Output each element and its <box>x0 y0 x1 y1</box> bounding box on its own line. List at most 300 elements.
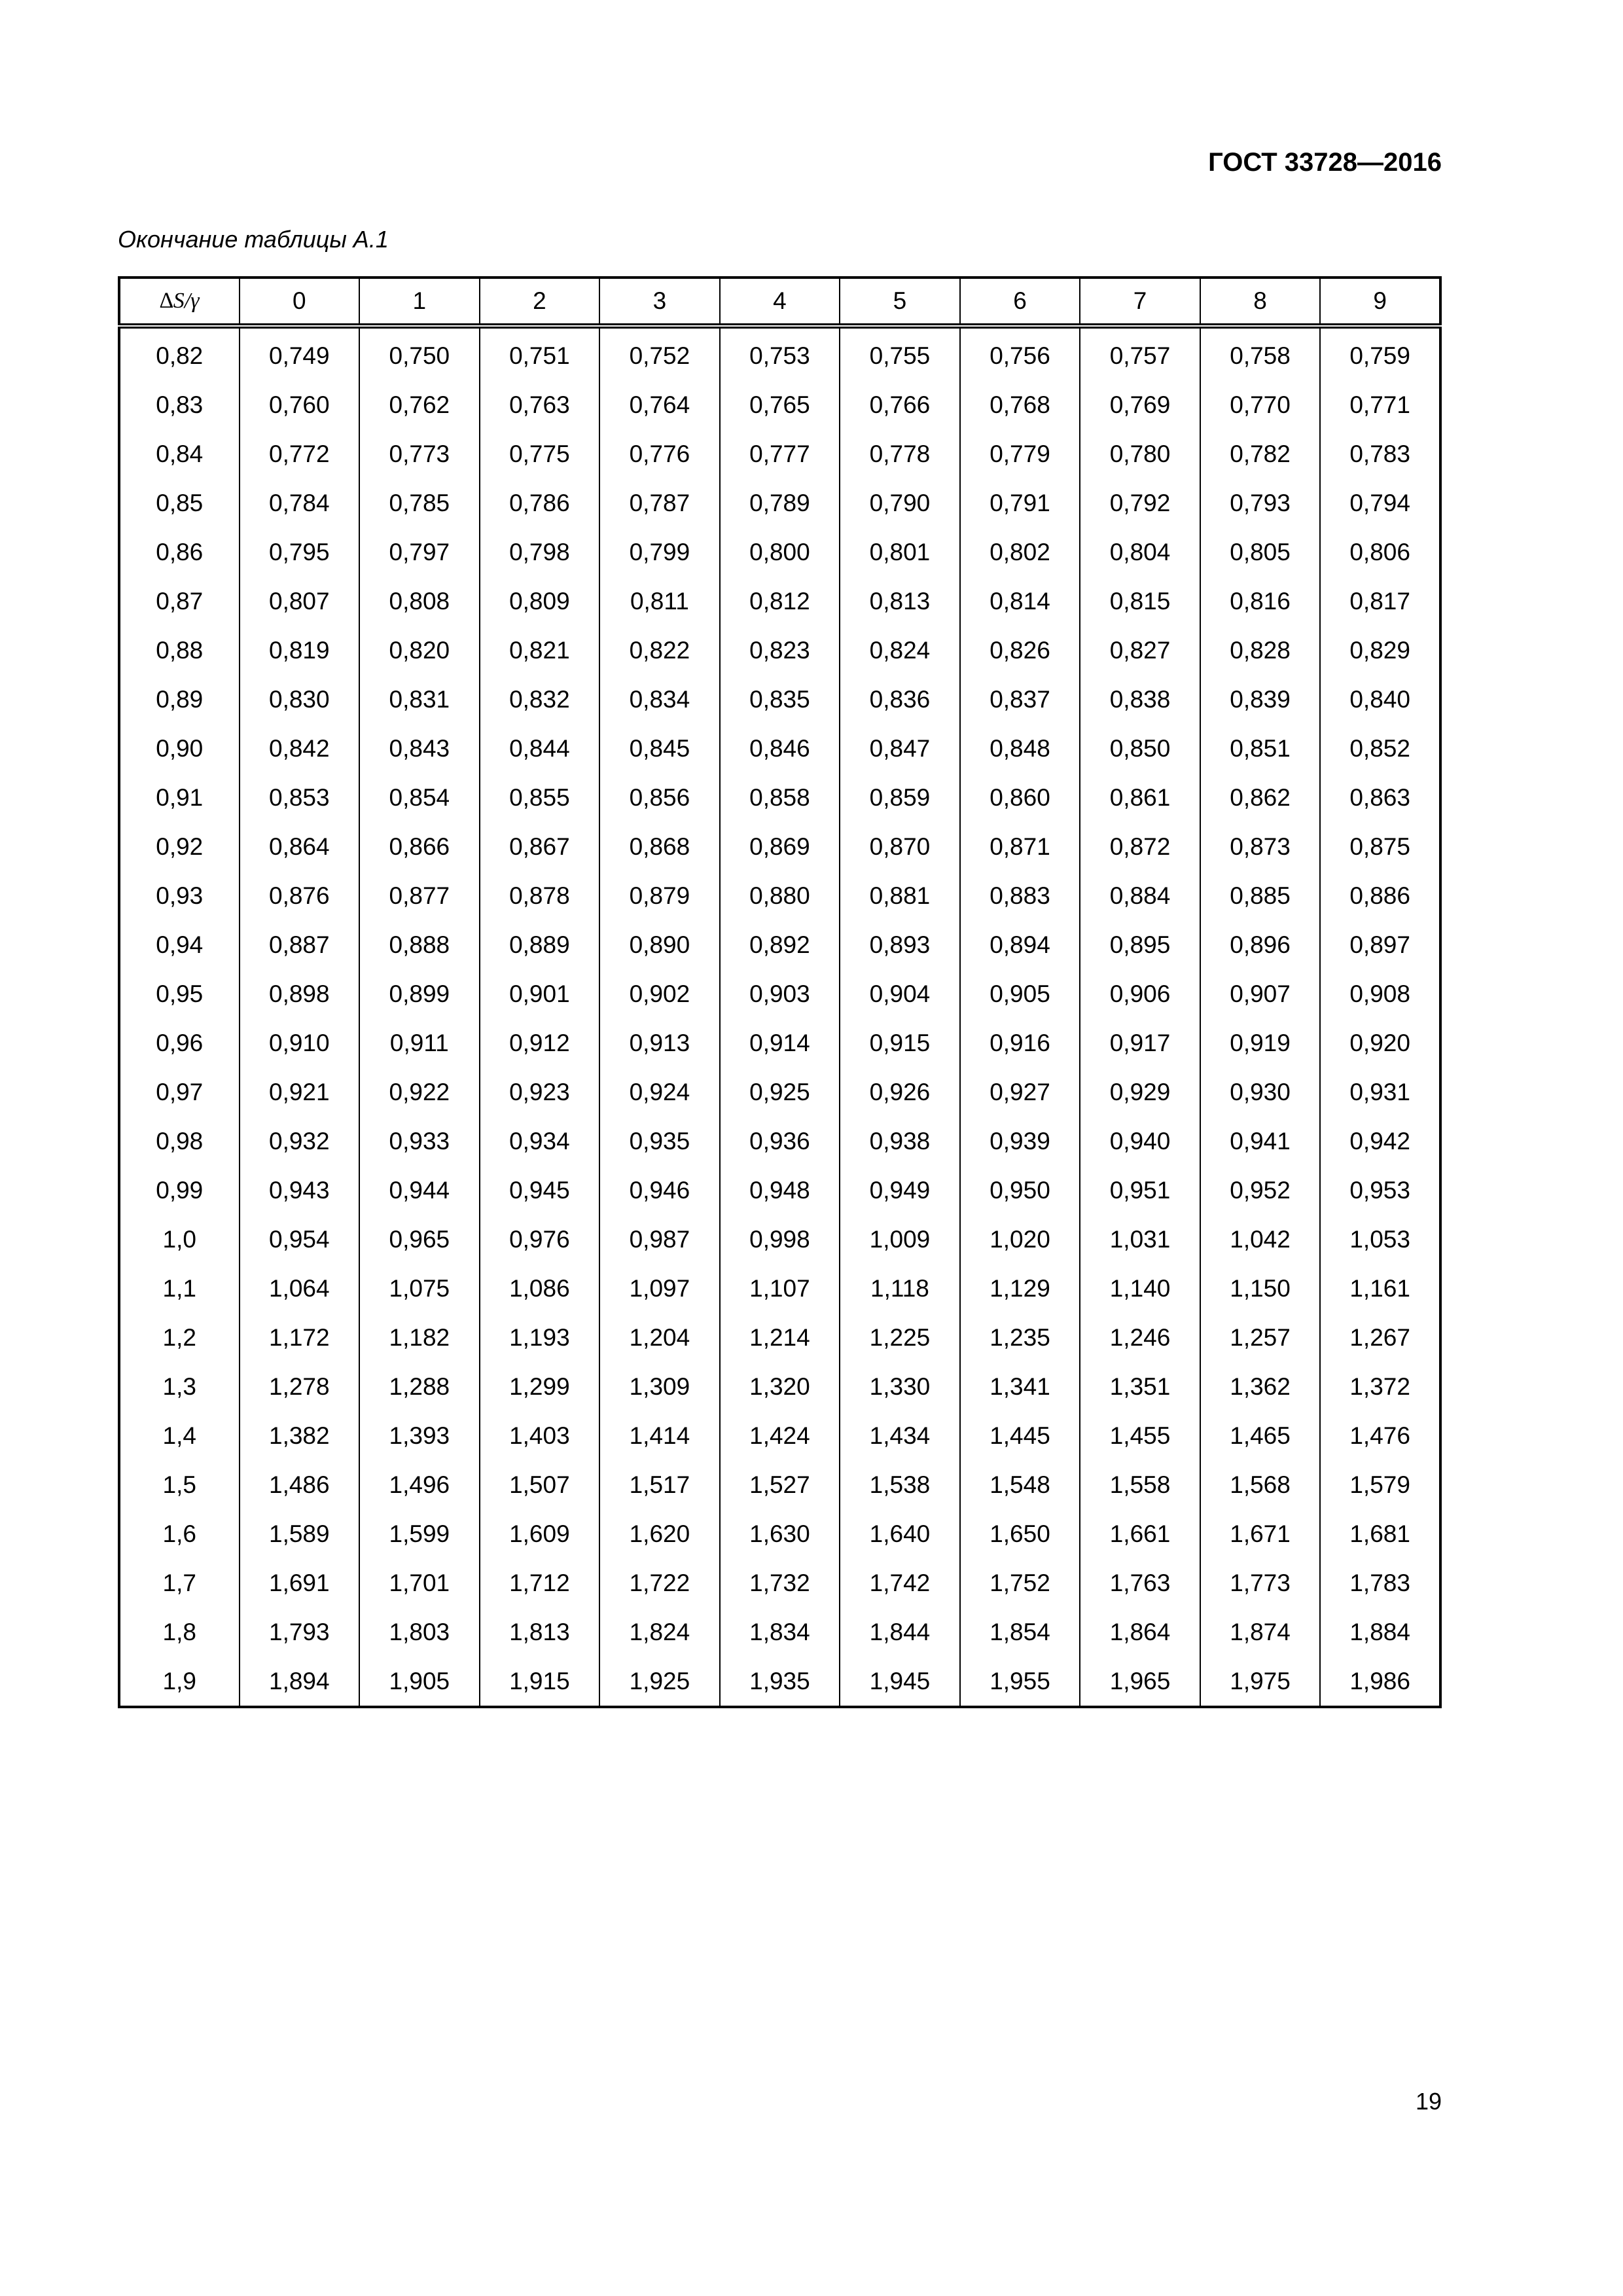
value-cell: 1,351 <box>1080 1362 1200 1411</box>
value-cell: 0,850 <box>1080 724 1200 773</box>
value-cell: 1,278 <box>240 1362 360 1411</box>
table-row <box>119 871 1440 920</box>
value-cell: 0,752 <box>599 326 720 380</box>
value-cell: 1,732 <box>720 1558 840 1607</box>
value-cell: 0,954 <box>240 1215 360 1264</box>
value-cell: 0,936 <box>720 1117 840 1166</box>
value-cell: 0,808 <box>359 577 480 626</box>
value-cell: 1,042 <box>1200 1215 1321 1264</box>
value-cell: 0,944 <box>359 1166 480 1215</box>
row-label-cell: 0,86 <box>156 538 204 565</box>
value-cell: 0,755 <box>840 326 960 380</box>
table-row <box>119 920 1440 969</box>
value-cell: 1,320 <box>720 1362 840 1411</box>
value-cell: 0,914 <box>720 1018 840 1067</box>
value-cell: 1,558 <box>1080 1460 1200 1509</box>
column-header-2: 2 <box>480 278 600 326</box>
table-row <box>119 478 1440 528</box>
table-row <box>119 675 1440 724</box>
value-cell: 0,797 <box>359 528 480 577</box>
value-cell: 1,824 <box>599 1607 720 1657</box>
value-cell: 1,341 <box>960 1362 1080 1411</box>
value-cell: 0,812 <box>720 577 840 626</box>
value-cell: 1,854 <box>960 1607 1080 1657</box>
value-cell: 1,568 <box>1200 1460 1321 1509</box>
value-cell: 0,932 <box>240 1117 360 1166</box>
value-cell: 0,929 <box>1080 1067 1200 1117</box>
value-cell: 1,182 <box>359 1313 480 1362</box>
value-cell: 0,782 <box>1200 429 1321 478</box>
value-cell: 1,793 <box>240 1607 360 1657</box>
value-cell: 0,844 <box>480 724 600 773</box>
value-cell: 0,848 <box>960 724 1080 773</box>
value-cell: 0,885 <box>1200 871 1321 920</box>
row-label-cell: 0,82 <box>156 342 204 369</box>
value-cell: 0,890 <box>599 920 720 969</box>
value-cell: 0,784 <box>240 478 360 528</box>
value-cell: 1,905 <box>359 1657 480 1707</box>
value-cell: 1,309 <box>599 1362 720 1411</box>
value-cell: 0,831 <box>359 675 480 724</box>
value-cell: 0,765 <box>720 380 840 429</box>
value-cell: 1,935 <box>720 1657 840 1707</box>
column-header-8: 8 <box>1200 278 1321 326</box>
value-cell: 0,925 <box>720 1067 840 1117</box>
table-row <box>119 528 1440 577</box>
value-cell: 0,916 <box>960 1018 1080 1067</box>
value-cell: 0,919 <box>1200 1018 1321 1067</box>
value-cell: 0,795 <box>240 528 360 577</box>
value-cell: 0,757 <box>1080 326 1200 380</box>
value-cell: 0,897 <box>1320 920 1440 969</box>
value-cell: 0,935 <box>599 1117 720 1166</box>
column-header-4: 4 <box>720 278 840 326</box>
value-cell: 0,899 <box>359 969 480 1018</box>
value-cell: 0,869 <box>720 822 840 871</box>
value-cell: 0,845 <box>599 724 720 773</box>
value-cell: 1,945 <box>840 1657 960 1707</box>
value-cell: 0,987 <box>599 1215 720 1264</box>
document-id: ГОСТ 33728—2016 <box>1208 148 1442 177</box>
value-cell: 1,246 <box>1080 1313 1200 1362</box>
value-cell: 1,986 <box>1320 1657 1440 1707</box>
value-cell: 0,813 <box>840 577 960 626</box>
table-row <box>119 1411 1440 1460</box>
value-cell: 1,701 <box>359 1558 480 1607</box>
row-label-cell: 0,93 <box>156 882 204 909</box>
value-cell: 0,906 <box>1080 969 1200 1018</box>
value-cell: 1,086 <box>480 1264 600 1313</box>
value-cell: 0,859 <box>840 773 960 822</box>
value-cell: 1,579 <box>1320 1460 1440 1509</box>
row-label-cell: 0,88 <box>156 636 204 664</box>
value-cell: 0,771 <box>1320 380 1440 429</box>
row-label-cell: 1,7 <box>162 1569 196 1596</box>
table-row <box>119 822 1440 871</box>
value-cell: 0,749 <box>240 326 360 380</box>
value-cell: 0,873 <box>1200 822 1321 871</box>
value-cell: 0,952 <box>1200 1166 1321 1215</box>
table-row <box>119 1558 1440 1607</box>
value-cell: 1,975 <box>1200 1657 1321 1707</box>
value-cell: 1,742 <box>840 1558 960 1607</box>
value-cell: 0,792 <box>1080 478 1200 528</box>
value-cell: 0,861 <box>1080 773 1200 822</box>
value-cell: 1,527 <box>720 1460 840 1509</box>
value-cell: 0,907 <box>1200 969 1321 1018</box>
value-cell: 0,917 <box>1080 1018 1200 1067</box>
value-cell: 0,911 <box>359 1018 480 1067</box>
value-cell: 0,923 <box>480 1067 600 1117</box>
value-cell: 0,756 <box>960 326 1080 380</box>
table-row <box>119 1607 1440 1657</box>
value-cell: 0,791 <box>960 478 1080 528</box>
value-cell: 1,445 <box>960 1411 1080 1460</box>
value-cell: 0,846 <box>720 724 840 773</box>
value-cell: 1,299 <box>480 1362 600 1411</box>
value-cell: 0,843 <box>359 724 480 773</box>
row-label-cell: 0,98 <box>156 1127 204 1155</box>
value-cell: 0,816 <box>1200 577 1321 626</box>
value-cell: 1,803 <box>359 1607 480 1657</box>
row-label-cell: 1,3 <box>162 1372 196 1400</box>
table-body <box>119 326 1440 1707</box>
table-row <box>119 724 1440 773</box>
value-cell: 0,793 <box>1200 478 1321 528</box>
value-cell: 0,786 <box>480 478 600 528</box>
value-cell: 0,930 <box>1200 1067 1321 1117</box>
table-row <box>119 1166 1440 1215</box>
value-cell: 0,871 <box>960 822 1080 871</box>
value-cell: 0,839 <box>1200 675 1321 724</box>
value-cell: 1,075 <box>359 1264 480 1313</box>
value-cell: 0,807 <box>240 577 360 626</box>
table-row <box>119 969 1440 1018</box>
value-cell: 0,892 <box>720 920 840 969</box>
value-cell: 0,769 <box>1080 380 1200 429</box>
value-cell: 1,129 <box>960 1264 1080 1313</box>
row-label-cell: 1,8 <box>162 1618 196 1645</box>
value-cell: 0,948 <box>720 1166 840 1215</box>
value-cell: 1,874 <box>1200 1607 1321 1657</box>
value-cell: 0,933 <box>359 1117 480 1166</box>
value-cell: 0,830 <box>240 675 360 724</box>
value-cell: 0,777 <box>720 429 840 478</box>
value-cell: 1,599 <box>359 1509 480 1558</box>
value-cell: 1,424 <box>720 1411 840 1460</box>
value-cell: 1,965 <box>1080 1657 1200 1707</box>
value-cell: 0,826 <box>960 626 1080 675</box>
table-row <box>119 1117 1440 1166</box>
value-cell: 1,107 <box>720 1264 840 1313</box>
value-cell: 0,809 <box>480 577 600 626</box>
value-cell: 0,939 <box>960 1117 1080 1166</box>
value-cell: 0,851 <box>1200 724 1321 773</box>
value-cell: 1,140 <box>1080 1264 1200 1313</box>
value-cell: 1,393 <box>359 1411 480 1460</box>
value-cell: 0,910 <box>240 1018 360 1067</box>
value-cell: 0,802 <box>960 528 1080 577</box>
value-cell: 0,750 <box>359 326 480 380</box>
value-cell: 1,053 <box>1320 1215 1440 1264</box>
value-cell: 0,835 <box>720 675 840 724</box>
value-cell: 0,780 <box>1080 429 1200 478</box>
value-cell: 0,903 <box>720 969 840 1018</box>
value-cell: 0,880 <box>720 871 840 920</box>
value-cell: 0,764 <box>599 380 720 429</box>
value-cell: 0,895 <box>1080 920 1200 969</box>
value-cell: 1,288 <box>359 1362 480 1411</box>
value-cell: 1,465 <box>1200 1411 1321 1460</box>
row-label-cell: 0,90 <box>156 734 204 762</box>
value-cell: 0,760 <box>240 380 360 429</box>
value-cell: 1,864 <box>1080 1607 1200 1657</box>
value-cell: 0,879 <box>599 871 720 920</box>
column-header-3: 3 <box>599 278 720 326</box>
value-cell: 0,794 <box>1320 478 1440 528</box>
value-cell: 0,763 <box>480 380 600 429</box>
value-cell: 0,931 <box>1320 1067 1440 1117</box>
value-cell: 1,681 <box>1320 1509 1440 1558</box>
value-cell: 0,787 <box>599 478 720 528</box>
value-cell: 0,840 <box>1320 675 1440 724</box>
value-cell: 0,828 <box>1200 626 1321 675</box>
value-cell: 0,896 <box>1200 920 1321 969</box>
value-cell: 0,920 <box>1320 1018 1440 1067</box>
row-label-cell: 0,89 <box>156 685 204 713</box>
value-cell: 1,172 <box>240 1313 360 1362</box>
row-label-cell: 1,2 <box>162 1323 196 1351</box>
value-cell: 0,924 <box>599 1067 720 1117</box>
row-label-cell: 0,83 <box>156 391 204 418</box>
value-cell: 0,938 <box>840 1117 960 1166</box>
value-cell: 0,953 <box>1320 1166 1440 1215</box>
value-cell: 1,496 <box>359 1460 480 1509</box>
value-cell: 1,538 <box>840 1460 960 1509</box>
value-cell: 1,434 <box>840 1411 960 1460</box>
value-cell: 0,915 <box>840 1018 960 1067</box>
value-cell: 0,913 <box>599 1018 720 1067</box>
table-row <box>119 429 1440 478</box>
value-cell: 1,609 <box>480 1509 600 1558</box>
row-label-cell: 1,9 <box>162 1667 196 1695</box>
value-cell: 0,883 <box>960 871 1080 920</box>
value-cell: 1,235 <box>960 1313 1080 1362</box>
value-cell: 0,798 <box>480 528 600 577</box>
value-cell: 0,801 <box>840 528 960 577</box>
value-cell: 0,790 <box>840 478 960 528</box>
value-cell: 1,925 <box>599 1657 720 1707</box>
value-cell: 1,661 <box>1080 1509 1200 1558</box>
value-cell: 1,225 <box>840 1313 960 1362</box>
value-cell: 0,887 <box>240 920 360 969</box>
value-cell: 0,836 <box>840 675 960 724</box>
value-cell: 0,904 <box>840 969 960 1018</box>
value-cell: 1,150 <box>1200 1264 1321 1313</box>
value-cell: 0,881 <box>840 871 960 920</box>
value-cell: 1,382 <box>240 1411 360 1460</box>
value-cell: 1,267 <box>1320 1313 1440 1362</box>
value-cell: 0,829 <box>1320 626 1440 675</box>
column-header-5: 5 <box>840 278 960 326</box>
value-cell: 1,257 <box>1200 1313 1321 1362</box>
value-cell: 1,650 <box>960 1509 1080 1558</box>
value-cell: 0,770 <box>1200 380 1321 429</box>
value-cell: 0,902 <box>599 969 720 1018</box>
value-cell: 0,762 <box>359 380 480 429</box>
column-header-9: 9 <box>1320 278 1440 326</box>
value-cell: 0,806 <box>1320 528 1440 577</box>
value-cell: 0,940 <box>1080 1117 1200 1166</box>
column-header-ratio: ∆S/γ <box>119 278 240 326</box>
row-label-cell: 0,87 <box>156 587 204 615</box>
table-row <box>119 1215 1440 1264</box>
row-label-cell: 1,0 <box>162 1225 196 1253</box>
value-cell: 0,766 <box>840 380 960 429</box>
value-cell: 0,872 <box>1080 822 1200 871</box>
value-cell: 1,548 <box>960 1460 1080 1509</box>
value-cell: 0,870 <box>840 822 960 871</box>
value-cell: 1,455 <box>1080 1411 1200 1460</box>
value-cell: 1,722 <box>599 1558 720 1607</box>
table-row <box>119 1509 1440 1558</box>
value-cell: 1,214 <box>720 1313 840 1362</box>
table-row <box>119 1460 1440 1509</box>
value-cell: 1,834 <box>720 1607 840 1657</box>
value-cell: 0,898 <box>240 969 360 1018</box>
value-cell: 1,476 <box>1320 1411 1440 1460</box>
value-cell: 0,864 <box>240 822 360 871</box>
value-cell: 1,009 <box>840 1215 960 1264</box>
value-cell: 0,753 <box>720 326 840 380</box>
value-cell: 0,789 <box>720 478 840 528</box>
value-cell: 0,800 <box>720 528 840 577</box>
value-cell: 0,768 <box>960 380 1080 429</box>
table-row <box>119 326 1440 380</box>
row-label-cell: 0,85 <box>156 489 204 516</box>
value-cell: 0,815 <box>1080 577 1200 626</box>
row-label-cell: 0,96 <box>156 1029 204 1056</box>
table-row <box>119 380 1440 429</box>
value-cell: 0,778 <box>840 429 960 478</box>
column-header-6: 6 <box>960 278 1080 326</box>
value-cell: 0,894 <box>960 920 1080 969</box>
value-cell: 0,884 <box>1080 871 1200 920</box>
row-label-cell: 1,6 <box>162 1520 196 1547</box>
value-cell: 0,868 <box>599 822 720 871</box>
value-cell: 0,855 <box>480 773 600 822</box>
value-cell: 0,875 <box>1320 822 1440 871</box>
value-cell: 1,097 <box>599 1264 720 1313</box>
value-cell: 1,031 <box>1080 1215 1200 1264</box>
value-cell: 1,362 <box>1200 1362 1321 1411</box>
row-label-cell: 0,99 <box>156 1176 204 1204</box>
value-cell: 0,751 <box>480 326 600 380</box>
value-cell: 1,915 <box>480 1657 600 1707</box>
table-row <box>119 626 1440 675</box>
value-cell: 0,893 <box>840 920 960 969</box>
value-cell: 0,876 <box>240 871 360 920</box>
value-cell: 1,752 <box>960 1558 1080 1607</box>
value-cell: 0,950 <box>960 1166 1080 1215</box>
value-cell: 1,763 <box>1080 1558 1200 1607</box>
value-cell: 1,193 <box>480 1313 600 1362</box>
value-cell: 0,823 <box>720 626 840 675</box>
value-cell: 0,854 <box>359 773 480 822</box>
value-cell: 0,951 <box>1080 1166 1200 1215</box>
value-cell: 1,020 <box>960 1215 1080 1264</box>
value-cell: 0,927 <box>960 1067 1080 1117</box>
value-cell: 0,905 <box>960 969 1080 1018</box>
table-caption: Окончание таблицы А.1 <box>118 226 389 253</box>
value-cell: 1,589 <box>240 1509 360 1558</box>
value-cell: 0,805 <box>1200 528 1321 577</box>
value-cell: 0,832 <box>480 675 600 724</box>
value-cell: 0,838 <box>1080 675 1200 724</box>
value-cell: 0,946 <box>599 1166 720 1215</box>
table-row <box>119 1657 1440 1707</box>
table-row <box>119 1313 1440 1362</box>
value-cell: 0,976 <box>480 1215 600 1264</box>
value-cell: 0,943 <box>240 1166 360 1215</box>
value-cell: 1,118 <box>840 1264 960 1313</box>
value-cell: 1,517 <box>599 1460 720 1509</box>
value-cell: 1,330 <box>840 1362 960 1411</box>
row-label-cell: 0,91 <box>156 783 204 811</box>
value-cell: 1,844 <box>840 1607 960 1657</box>
value-cell: 0,921 <box>240 1067 360 1117</box>
value-cell: 1,691 <box>240 1558 360 1607</box>
value-cell: 0,860 <box>960 773 1080 822</box>
row-label-cell: 1,5 <box>162 1471 196 1498</box>
value-cell: 0,888 <box>359 920 480 969</box>
value-cell: 0,837 <box>960 675 1080 724</box>
value-cell: 0,863 <box>1320 773 1440 822</box>
value-cell: 1,884 <box>1320 1607 1440 1657</box>
value-cell: 0,886 <box>1320 871 1440 920</box>
column-header-0: 0 <box>240 278 360 326</box>
value-cell: 0,785 <box>359 478 480 528</box>
table-row <box>119 1362 1440 1411</box>
data-table <box>118 276 1442 1708</box>
value-cell: 0,853 <box>240 773 360 822</box>
value-cell: 0,799 <box>599 528 720 577</box>
value-cell: 0,834 <box>599 675 720 724</box>
value-cell: 1,403 <box>480 1411 600 1460</box>
column-header-7: 7 <box>1080 278 1200 326</box>
value-cell: 1,712 <box>480 1558 600 1607</box>
value-cell: 0,820 <box>359 626 480 675</box>
value-cell: 1,640 <box>840 1509 960 1558</box>
value-cell: 0,759 <box>1320 326 1440 380</box>
row-label-cell: 1,1 <box>162 1274 196 1302</box>
value-cell: 0,821 <box>480 626 600 675</box>
value-cell: 0,817 <box>1320 577 1440 626</box>
value-cell: 0,934 <box>480 1117 600 1166</box>
value-cell: 1,813 <box>480 1607 600 1657</box>
value-cell: 0,862 <box>1200 773 1321 822</box>
value-cell: 0,908 <box>1320 969 1440 1018</box>
table-row <box>119 1264 1440 1313</box>
row-label-cell: 0,97 <box>156 1078 204 1105</box>
value-cell: 0,858 <box>720 773 840 822</box>
value-cell: 0,758 <box>1200 326 1321 380</box>
value-cell: 0,819 <box>240 626 360 675</box>
value-cell: 1,161 <box>1320 1264 1440 1313</box>
value-cell: 0,776 <box>599 429 720 478</box>
value-cell: 0,949 <box>840 1166 960 1215</box>
value-cell: 0,889 <box>480 920 600 969</box>
